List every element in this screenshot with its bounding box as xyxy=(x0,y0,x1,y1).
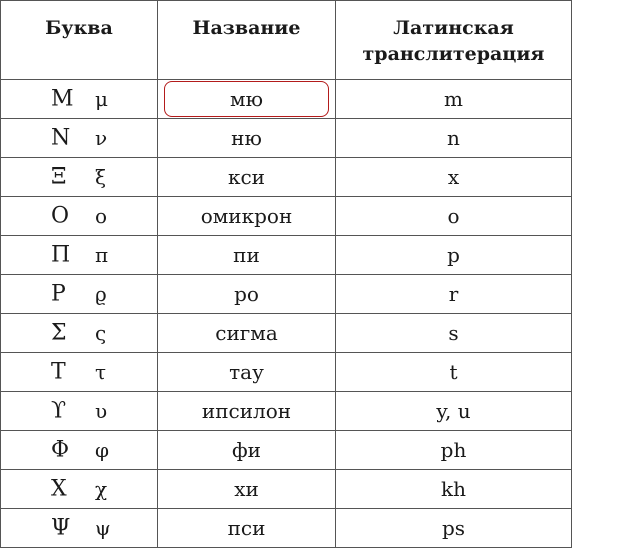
latin-cell xyxy=(336,197,572,236)
letter-name: кси xyxy=(227,165,266,189)
uppercase-letter: Τ xyxy=(51,359,66,385)
letter-cell xyxy=(1,158,158,197)
latin-cell xyxy=(336,470,572,509)
letter-name: пси xyxy=(227,516,266,540)
latin-cell xyxy=(336,158,572,197)
letter-name: омикрон xyxy=(200,204,293,228)
letter-cell xyxy=(1,275,158,314)
latin-transliteration: o xyxy=(447,204,460,228)
uppercase-letter: Ο xyxy=(51,203,70,229)
letter-name: ню xyxy=(231,126,262,150)
latin-transliteration: m xyxy=(444,87,463,111)
latin-transliteration: r xyxy=(448,282,459,306)
name-cell xyxy=(158,392,336,431)
uppercase-letter: Φ xyxy=(51,437,70,463)
lowercase-letter: ψ xyxy=(95,516,111,540)
letter-cell xyxy=(1,314,158,353)
name-cell[interactable] xyxy=(158,80,336,119)
uppercase-letter: Χ xyxy=(51,476,67,502)
latin-cell xyxy=(336,509,572,548)
lowercase-letter: ο xyxy=(95,204,108,228)
latin-transliteration: y, u xyxy=(436,399,471,423)
uppercase-letter: ϒ xyxy=(51,398,67,424)
table-row xyxy=(1,431,572,470)
latin-transliteration: x xyxy=(447,165,460,189)
latin-cell xyxy=(336,275,572,314)
letter-cell xyxy=(1,470,158,509)
letter-cell xyxy=(1,119,158,158)
header-latin-line2: транслитерация xyxy=(362,43,545,65)
header-name: Название xyxy=(158,1,336,80)
latin-cell xyxy=(336,80,572,119)
letter-cell xyxy=(1,353,158,392)
lowercase-letter: χ xyxy=(95,477,108,501)
header-latin xyxy=(336,1,572,80)
latin-cell xyxy=(336,353,572,392)
letter-cell xyxy=(1,392,158,431)
table-row xyxy=(1,509,572,548)
name-cell xyxy=(158,158,336,197)
latin-cell xyxy=(336,236,572,275)
uppercase-letter: Ψ xyxy=(51,515,71,541)
letter-cell xyxy=(1,197,158,236)
name-cell xyxy=(158,431,336,470)
lowercase-letter: π xyxy=(95,243,109,267)
lowercase-letter: ς xyxy=(95,321,107,345)
latin-cell xyxy=(336,119,572,158)
lowercase-letter: τ xyxy=(95,360,107,384)
lowercase-letter: μ xyxy=(95,87,108,111)
letter-cell xyxy=(1,236,158,275)
uppercase-letter: Π xyxy=(51,242,71,268)
latin-transliteration: kh xyxy=(441,477,466,501)
letter-name: фи xyxy=(232,438,261,462)
header-latin-line1: Латинская xyxy=(393,17,514,39)
uppercase-letter: Ν xyxy=(51,125,71,151)
table-row xyxy=(1,392,572,431)
lowercase-letter: ξ xyxy=(95,165,107,189)
table-row xyxy=(1,119,572,158)
name-cell xyxy=(158,353,336,392)
latin-transliteration: s xyxy=(448,321,459,345)
letter-name: пи xyxy=(233,243,260,267)
latin-cell xyxy=(336,431,572,470)
table-row xyxy=(1,275,572,314)
uppercase-letter: Σ xyxy=(51,320,67,346)
name-cell xyxy=(158,314,336,353)
latin-transliteration: ph xyxy=(440,438,467,462)
name-cell xyxy=(158,119,336,158)
uppercase-letter: Ρ xyxy=(51,281,66,307)
table-row xyxy=(1,470,572,509)
table-row xyxy=(1,236,572,275)
name-cell xyxy=(158,470,336,509)
name-cell xyxy=(158,197,336,236)
letter-name: хи xyxy=(234,477,259,501)
lowercase-letter: φ xyxy=(95,438,110,462)
letter-cell xyxy=(1,509,158,548)
name-cell xyxy=(158,509,336,548)
header-letter: Буква xyxy=(1,1,158,80)
latin-transliteration: t xyxy=(449,360,458,384)
lowercase-letter: ν xyxy=(95,126,108,150)
lowercase-letter: ϱ xyxy=(95,282,107,306)
lowercase-letter: υ xyxy=(95,399,108,423)
letter-name: тау xyxy=(229,360,264,384)
table-row xyxy=(1,314,572,353)
latin-cell xyxy=(336,314,572,353)
letter-cell xyxy=(1,80,158,119)
table-row xyxy=(1,197,572,236)
uppercase-letter: Μ xyxy=(51,86,74,112)
letter-name: сигма xyxy=(215,321,278,345)
table-row xyxy=(1,353,572,392)
latin-transliteration: n xyxy=(447,126,460,150)
latin-transliteration: p xyxy=(447,243,460,267)
latin-transliteration: ps xyxy=(441,516,466,540)
letter-name: ипсилон xyxy=(201,399,292,423)
header-row xyxy=(1,1,572,80)
name-cell xyxy=(158,275,336,314)
letter-name: ро xyxy=(234,282,259,306)
letter-name: мю xyxy=(230,87,263,111)
uppercase-letter: Ξ xyxy=(51,164,67,190)
latin-cell xyxy=(336,392,572,431)
table-row xyxy=(1,80,572,119)
letter-cell xyxy=(1,431,158,470)
name-cell xyxy=(158,236,336,275)
table-row xyxy=(1,158,572,197)
